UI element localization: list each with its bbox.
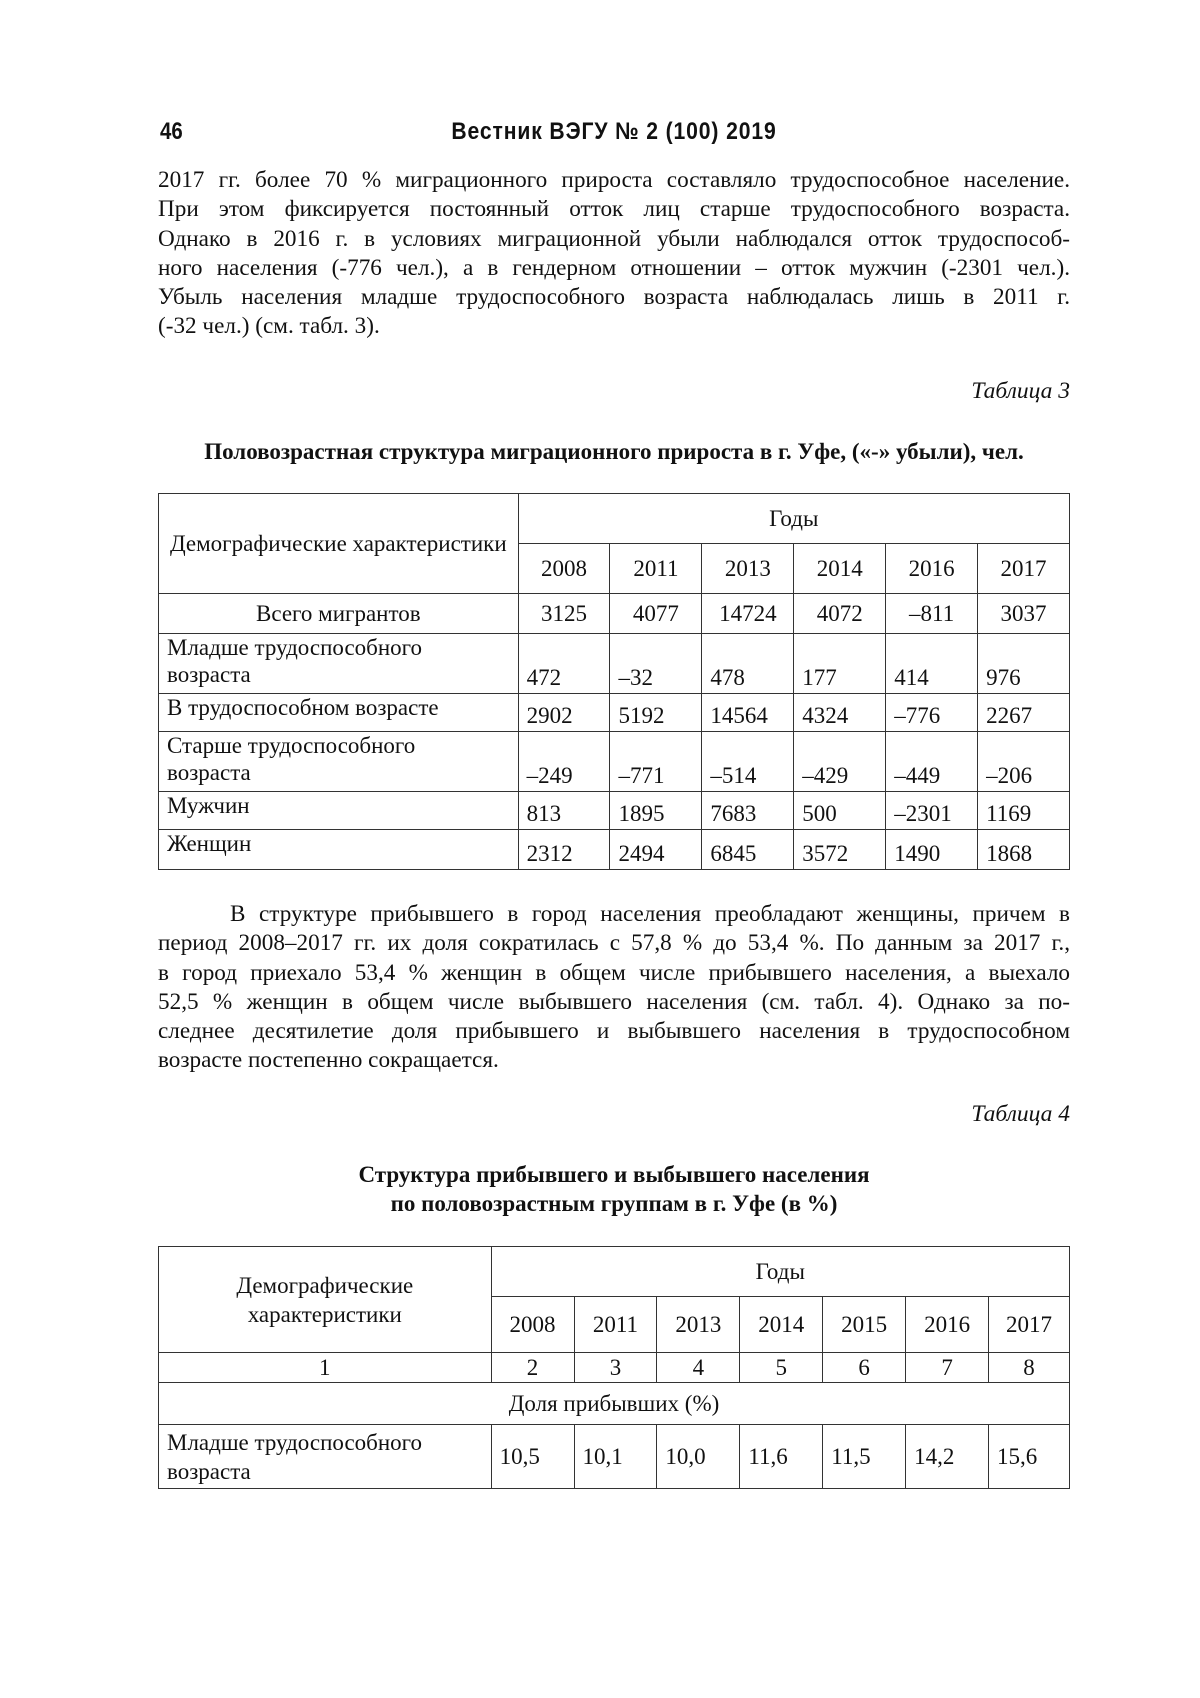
column-number-row — [159, 1353, 1070, 1383]
cell: 3572 — [794, 830, 886, 870]
table-row — [159, 694, 1070, 732]
text-line: 2017 гг. более 70 % миграционного прироста составляло трудоспособное население. — [158, 167, 1070, 193]
cell: 500 — [794, 792, 886, 830]
table-row — [159, 634, 1070, 694]
cell: 1895 — [610, 792, 702, 830]
column-header-years: Годы — [491, 1247, 1069, 1297]
column-header-characteristic: Демографические характеристики — [159, 494, 519, 594]
cell: 2494 — [610, 830, 702, 870]
table4-title-line1: Структура прибывшего и выбывшего населения — [358, 1162, 870, 1187]
cell: 414 — [886, 634, 978, 694]
cell: –771 — [610, 732, 702, 792]
cell: 813 — [518, 792, 610, 830]
cell: –776 — [886, 694, 978, 732]
paragraph-2 — [158, 900, 1070, 1076]
year-header: 2016 — [906, 1297, 989, 1353]
cell: 4324 — [794, 694, 886, 732]
column-number: 1 — [159, 1353, 492, 1383]
text-line: следнее десятилетие доля прибывшего и выбывшего населения в трудоспособном — [158, 1018, 1070, 1045]
row-label: Женщин — [159, 830, 519, 870]
cell: 976 — [978, 634, 1070, 694]
page-number: 46 — [160, 118, 183, 145]
table4-title-line2: по половозрастным группам в г. Уфе (в %) — [390, 1191, 838, 1216]
column-header-years: Годы — [518, 494, 1069, 544]
cell: –449 — [886, 732, 978, 792]
table3-title: Половозрастная структура миграционного прироста в г. Уфе, («-» убыли), чел. — [204, 439, 1024, 464]
table4 — [158, 1246, 1070, 1489]
text-line: Однако в 2016 г. в условиях миграционной убыли наблюдался отток трудоспособ- — [158, 225, 1070, 252]
text-line: Убыль населения младше трудоспособного возраста наблюдалась лишь в 2011 г. — [158, 284, 1070, 311]
cell: 1490 — [886, 830, 978, 870]
year-header: 2015 — [823, 1297, 906, 1353]
section-label: Доля прибывших (%) — [159, 1383, 1070, 1425]
table-row — [159, 830, 1070, 870]
year-header: 2017 — [978, 544, 1070, 594]
column-number: 4 — [657, 1353, 740, 1383]
cell: 15,6 — [989, 1425, 1070, 1489]
table3-caption: Таблица 3 — [971, 378, 1070, 404]
year-header: 2014 — [740, 1297, 823, 1353]
row-label: Мужчин — [159, 792, 519, 830]
year-header: 2017 — [989, 1297, 1070, 1353]
cell: 2267 — [978, 694, 1070, 732]
year-header: 2016 — [886, 544, 978, 594]
text-line: 52,5 % женщин в общем числе выбывшего населения (см. табл. 4). Однако за по- — [158, 988, 1070, 1015]
text-line: При этом фиксируется постоянный отток лиц старше трудоспособного возраста. — [158, 196, 1070, 223]
cell: 10,1 — [574, 1425, 657, 1489]
column-number: 3 — [574, 1353, 657, 1383]
text-line: возрасте постепенно сокращается. — [158, 1047, 499, 1074]
cell: 3125 — [518, 594, 610, 634]
cell: 11,5 — [823, 1425, 906, 1489]
paragraph-1 — [158, 166, 1070, 342]
row-label: В трудоспособном возрасте — [159, 694, 519, 732]
table3 — [158, 493, 1070, 870]
table-row — [159, 594, 1070, 634]
cell: –2301 — [886, 792, 978, 830]
table-row — [159, 792, 1070, 830]
column-header-characteristic: Демографические характеристики — [159, 1247, 492, 1353]
column-number: 5 — [740, 1353, 823, 1383]
row-label: Всего мигрантов — [159, 594, 519, 634]
cell: –249 — [518, 732, 610, 792]
year-header: 2011 — [574, 1297, 657, 1353]
cell: 14,2 — [906, 1425, 989, 1489]
cell: 6845 — [702, 830, 794, 870]
cell: 14724 — [702, 594, 794, 634]
cell: 478 — [702, 634, 794, 694]
cell: 1868 — [978, 830, 1070, 870]
cell: 4077 — [610, 594, 702, 634]
cell: –206 — [978, 732, 1070, 792]
text-line: В структуре прибывшего в город населения преобладают женщины, причем в — [230, 901, 1070, 927]
year-header: 2011 — [610, 544, 702, 594]
cell: 14564 — [702, 694, 794, 732]
column-number: 2 — [491, 1353, 574, 1383]
year-header: 2013 — [702, 544, 794, 594]
year-header: 2014 — [794, 544, 886, 594]
year-header: 2008 — [491, 1297, 574, 1353]
text-line: период 2008–2017 гг. их доля сократилась с 57,8 % до 53,4 %. По данным за 2017 г., — [158, 930, 1070, 957]
table4-caption: Таблица 4 — [971, 1101, 1070, 1127]
row-label: Младше трудоспособного возраста — [159, 634, 519, 694]
cell: 2902 — [518, 694, 610, 732]
cell: 10,5 — [491, 1425, 574, 1489]
cell: 5192 — [610, 694, 702, 732]
cell: –811 — [886, 594, 978, 634]
cell: –429 — [794, 732, 886, 792]
cell: –514 — [702, 732, 794, 792]
cell: 11,6 — [740, 1425, 823, 1489]
text-line: (-32 чел.) (см. табл. 3). — [158, 313, 380, 340]
cell: 177 — [794, 634, 886, 694]
text-line: ного населения (-776 чел.), а в гендерном отношении – отток мужчин (-2301 чел.). — [158, 254, 1070, 281]
cell: 472 — [518, 634, 610, 694]
cell: 2312 — [518, 830, 610, 870]
column-number: 8 — [989, 1353, 1070, 1383]
row-label: Старше трудоспособного возраста — [159, 732, 519, 792]
table-row — [159, 732, 1070, 792]
year-header: 2008 — [518, 544, 610, 594]
column-number: 7 — [906, 1353, 989, 1383]
table-row — [159, 1425, 1070, 1489]
column-number: 6 — [823, 1353, 906, 1383]
row-label: Младше трудоспособного возраста — [159, 1425, 492, 1489]
running-header — [158, 118, 1070, 148]
text-line: в город приехало 53,4 % женщин в общем числе прибывшего населения, а выехало — [158, 959, 1070, 986]
year-header: 2013 — [657, 1297, 740, 1353]
cell: 7683 — [702, 792, 794, 830]
cell: 3037 — [978, 594, 1070, 634]
cell: 1169 — [978, 792, 1070, 830]
cell: 10,0 — [657, 1425, 740, 1489]
cell: –32 — [610, 634, 702, 694]
table4-title — [158, 1160, 1070, 1218]
journal-title: Вестник ВЭГУ № 2 (100) 2019 — [451, 118, 777, 145]
cell: 4072 — [794, 594, 886, 634]
